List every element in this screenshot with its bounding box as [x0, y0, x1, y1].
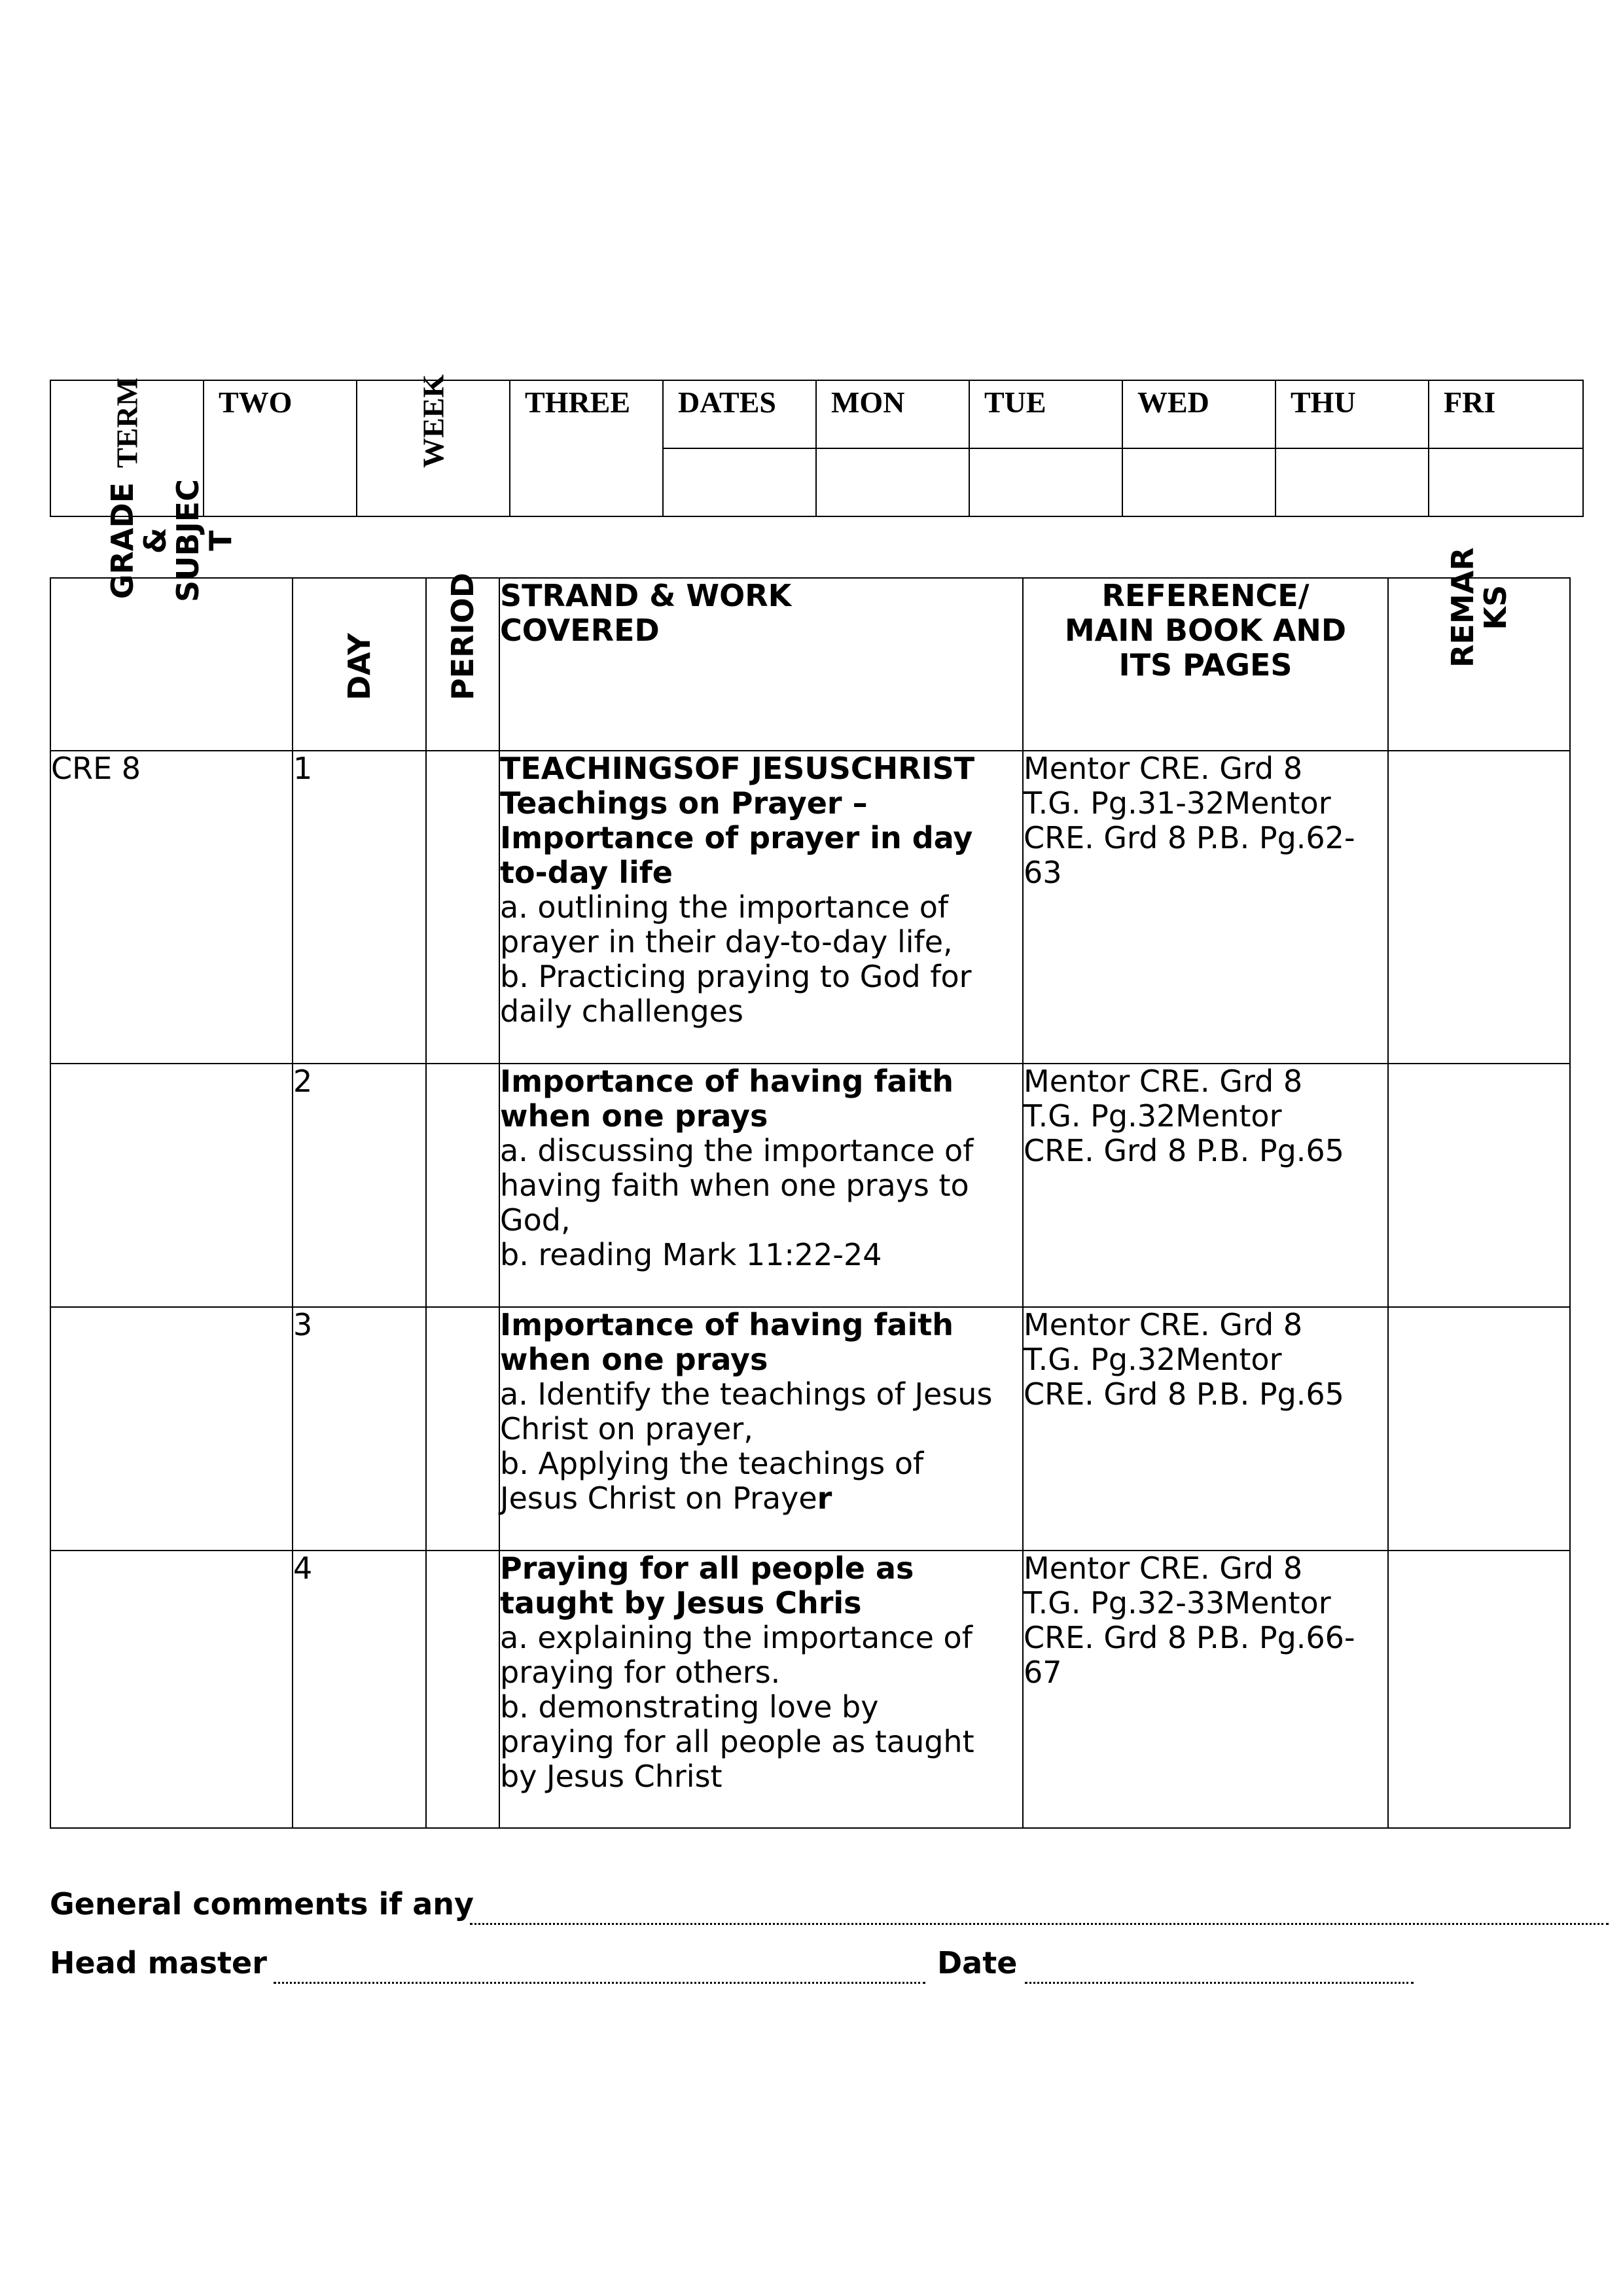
grade-subject-cell	[50, 1551, 293, 1828]
remarks-cell[interactable]	[1388, 751, 1570, 1064]
term-value: TWO	[204, 380, 357, 516]
period-cell[interactable]	[426, 1064, 499, 1307]
reference-line: T.G. Pg.32Mentor	[1024, 1098, 1282, 1134]
work-text-line: daily challenges	[500, 994, 743, 1029]
work-heading-line: Importance of having faith	[500, 1307, 954, 1342]
lesson-plan-table	[50, 479, 1571, 1829]
reference-cell	[1023, 1307, 1388, 1551]
header-text: PERIOD	[445, 573, 480, 700]
work-text-plain: Jesus Christ on Praye	[500, 1480, 817, 1516]
day-header-tue: TUE	[969, 380, 1122, 448]
head-master-signature-line[interactable]	[274, 1982, 925, 1984]
remarks-cell[interactable]	[1388, 1307, 1570, 1551]
table-row	[50, 751, 1570, 1064]
week-label: WEEK	[416, 374, 450, 468]
reference-cell	[1023, 1064, 1388, 1307]
dates-blank-cell[interactable]	[663, 448, 816, 516]
work-covered-cell	[499, 1551, 1023, 1828]
reference-line: 67	[1024, 1655, 1062, 1690]
work-text-line: a. outlining the importance of	[500, 889, 949, 925]
reference-header	[1023, 578, 1388, 751]
work-heading-line: taught by Jesus Chris	[500, 1585, 862, 1621]
grade-subject-header	[50, 479, 293, 751]
work-text-line: prayer in their day-to-day life,	[500, 924, 953, 960]
work-text-line: by Jesus Christ	[500, 1759, 722, 1794]
day-header-wed: WED	[1122, 380, 1275, 448]
week-label-cell	[357, 374, 510, 516]
reference-line: Mentor CRE. Grd 8	[1024, 751, 1303, 786]
day-cell: 2	[293, 1064, 426, 1307]
date-label: Date	[937, 1945, 1018, 1981]
header-text: STRAND & WORK	[500, 578, 792, 613]
reference-cell	[1023, 1551, 1388, 1828]
work-heading-line: when one prays	[500, 1342, 768, 1377]
header-text: KS	[1478, 584, 1513, 630]
reference-line: CRE. Grd 8 P.B. Pg.65	[1024, 1133, 1344, 1168]
work-text-line: a. explaining the importance of	[500, 1620, 972, 1655]
work-covered-cell	[499, 1307, 1023, 1551]
work-text-line	[500, 1481, 1022, 1516]
work-text-line: praying for all people as taught	[500, 1724, 974, 1759]
work-heading-line: Importance of prayer in day	[500, 820, 973, 855]
work-text-line: God,	[500, 1202, 571, 1238]
table-row	[50, 1307, 1570, 1551]
reference-line: T.G. Pg.31-32Mentor	[1024, 785, 1331, 821]
remarks-header	[1388, 547, 1570, 751]
header-text: REFERENCE/	[1101, 578, 1310, 613]
reference-line: CRE. Grd 8 P.B. Pg.62-	[1024, 820, 1355, 855]
header-text: T	[203, 530, 238, 551]
grade-subject-cell	[50, 1064, 293, 1307]
head-master-label: Head master	[50, 1945, 267, 1981]
date-cell-wed[interactable]	[1122, 448, 1275, 516]
reference-line: Mentor CRE. Grd 8	[1024, 1551, 1303, 1586]
table-header-row	[50, 578, 1570, 751]
work-text-line: praying for others.	[500, 1655, 781, 1690]
period-cell[interactable]	[426, 1307, 499, 1551]
header-text: GRADE	[105, 482, 140, 600]
grade-subject-cell: CRE 8	[50, 751, 293, 1064]
remarks-cell[interactable]	[1388, 1551, 1570, 1828]
table-row	[50, 1064, 1570, 1307]
reference-line: CRE. Grd 8 P.B. Pg.66-	[1024, 1620, 1355, 1655]
work-text-line: b. reading Mark 11:22-24	[500, 1237, 882, 1272]
work-text-line: Christ on prayer,	[500, 1411, 753, 1446]
work-heading-line: to-day life	[500, 855, 673, 890]
period-cell[interactable]	[426, 751, 499, 1064]
work-heading-line: when one prays	[500, 1098, 768, 1134]
work-text-line: b. Practicing praying to God for	[500, 959, 972, 994]
header-text: SUBJEC	[170, 479, 205, 602]
strand-work-header	[499, 578, 1023, 751]
reference-line: Mentor CRE. Grd 8	[1024, 1307, 1303, 1342]
remarks-cell[interactable]	[1388, 1064, 1570, 1307]
reference-line: Mentor CRE. Grd 8	[1024, 1064, 1303, 1099]
date-line[interactable]	[1025, 1982, 1414, 1984]
work-heading-line: Praying for all people as	[500, 1551, 914, 1586]
reference-line: T.G. Pg.32Mentor	[1024, 1342, 1282, 1377]
header-text: ITS PAGES	[1118, 647, 1293, 683]
period-header	[426, 573, 499, 751]
reference-line: 63	[1024, 855, 1062, 890]
header-text: MAIN BOOK AND	[1064, 613, 1347, 648]
day-header-mon: MON	[816, 380, 969, 448]
work-text-line: having faith when one prays to	[500, 1168, 969, 1203]
work-heading-line: Teachings on Prayer –	[500, 785, 868, 821]
day-cell: 3	[293, 1307, 426, 1551]
day-header	[293, 578, 426, 751]
date-cell-thu[interactable]	[1275, 448, 1429, 516]
table-row	[50, 1551, 1570, 1828]
day-header-thu: THU	[1275, 380, 1429, 448]
date-cell-fri[interactable]	[1429, 448, 1583, 516]
period-cell[interactable]	[426, 1551, 499, 1828]
work-text-line: b. Applying the teachings of	[500, 1446, 924, 1481]
header-text: REMAR	[1445, 547, 1480, 668]
day-header-fri: FRI	[1429, 380, 1583, 448]
term-week-header-table	[50, 374, 1584, 517]
header-text: DAY	[342, 633, 377, 700]
reference-cell	[1023, 751, 1388, 1064]
general-comments-line[interactable]	[470, 1923, 1609, 1925]
header-text: &	[137, 528, 173, 554]
general-comments-label: General comments if any	[50, 1886, 474, 1922]
work-heading-line: Importance of having faith	[500, 1064, 954, 1099]
work-text-bold: r	[817, 1480, 832, 1516]
date-cell-mon[interactable]	[816, 448, 969, 516]
day-cell: 1	[293, 751, 426, 1064]
work-text-line: a. discussing the importance of	[500, 1133, 974, 1168]
work-covered-cell	[499, 751, 1023, 1064]
header-text: COVERED	[500, 613, 660, 648]
work-text-line: b. demonstrating love by	[500, 1689, 879, 1725]
date-cell-tue[interactable]	[969, 448, 1122, 516]
dates-label: DATES	[663, 380, 816, 448]
reference-line: CRE. Grd 8 P.B. Pg.65	[1024, 1376, 1344, 1412]
work-heading-line: TEACHINGSOF JESUSCHRIST	[500, 751, 975, 786]
week-value: THREE	[510, 380, 663, 516]
term-label: TERM	[110, 378, 144, 468]
grade-subject-cell	[50, 1307, 293, 1551]
work-covered-cell	[499, 1064, 1023, 1307]
day-cell: 4	[293, 1551, 426, 1828]
work-text-line: a. Identify the teachings of Jesus	[500, 1376, 993, 1412]
reference-line: T.G. Pg.32-33Mentor	[1024, 1585, 1331, 1621]
